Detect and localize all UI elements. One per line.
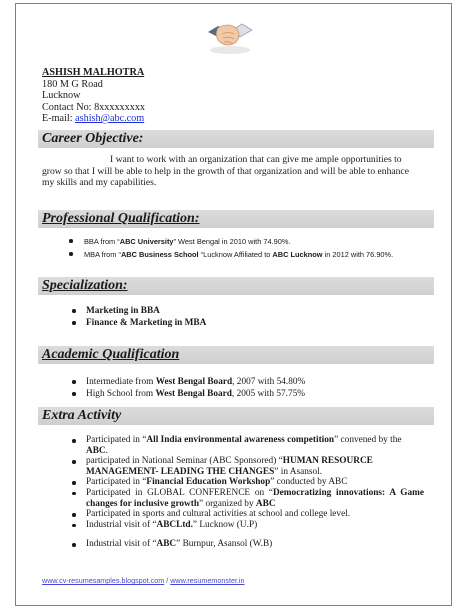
address-line: 180 M G Road — [42, 78, 103, 90]
extra-activity-list — [64, 435, 424, 550]
list-item: Industrial visit of “ABC” Burnpur, Asansol (W.B) — [64, 539, 424, 550]
academic-qualification-list — [64, 376, 424, 400]
academic-qualification-heading: Academic Qualification — [38, 346, 434, 364]
list-item: Participated in GLOBAL CONFERENCE on “Democratizing innovations: A Game changes for inclusive growth” organized by ABC — [64, 488, 424, 509]
handshake-icon — [206, 12, 254, 56]
list-item: MBA from “ABC Business School “Lucknow Affiliated to ABC Lucknow in 2012 with 76.90%. — [62, 248, 432, 261]
list-item: Participated in “All India environmental awareness competition” convened by the ABC. — [64, 435, 424, 456]
footer-links: www.cv-resumesamples.blogspot.com / www.resumemonster.in — [42, 576, 245, 585]
specialization-list — [64, 305, 424, 329]
professional-qualification-list — [62, 235, 432, 261]
list-item: participated in National Seminar (ABC Sponsored) “HUMAN RESOURCE MANAGEMENT- LEADING THE CHANGES” in Asansol. — [64, 456, 424, 477]
list-item: Participated in “Financial Education Workshop” conducted by ABC — [64, 477, 424, 488]
city-line: Lucknow — [42, 90, 81, 101]
list-item: Industrial visit of “ABCLtd.” Lucknow (U.P) — [64, 520, 424, 531]
contact-number: Contact No: 8xxxxxxxxx — [42, 101, 145, 113]
extra-activity-heading: Extra Activity — [38, 407, 434, 425]
list-item: High School from West Bengal Board, 2005 with 57.75% — [64, 388, 424, 400]
list-item: Marketing in BBA — [64, 305, 424, 317]
professional-qualification-heading: Professional Qualification: — [38, 210, 434, 228]
footer-link-cv-resumesamples[interactable]: www.cv-resumesamples.blogspot.com — [42, 576, 165, 585]
career-objective-heading: Career Objective: — [38, 130, 434, 148]
career-objective-text: I want to work with an organization that can give me ample opportunities to grow so that I will be able to help in the growth of that organization and will be able to enhance my skills and my capabilities. — [42, 154, 409, 189]
email-line: E-mail: ashish@abc.com — [42, 113, 145, 124]
list-item: BBA from “ABC University” West Bengal in 2010 with 74.90%. — [62, 235, 432, 248]
list-item: Intermediate from West Bengal Board, 2007 with 54.80% — [64, 376, 424, 388]
footer-link-resumemonster[interactable]: www.resumemonster.in — [170, 576, 245, 585]
list-item: Participated in sports and cultural activities at school and college level. — [64, 509, 424, 520]
email-link[interactable]: ashish@abc.com — [75, 113, 145, 124]
contact-block — [42, 67, 145, 125]
candidate-name: ASHISH MALHOTRA — [42, 67, 145, 78]
specialization-heading: Specialization: — [38, 277, 434, 295]
list-item: Finance & Marketing in MBA — [64, 317, 424, 329]
